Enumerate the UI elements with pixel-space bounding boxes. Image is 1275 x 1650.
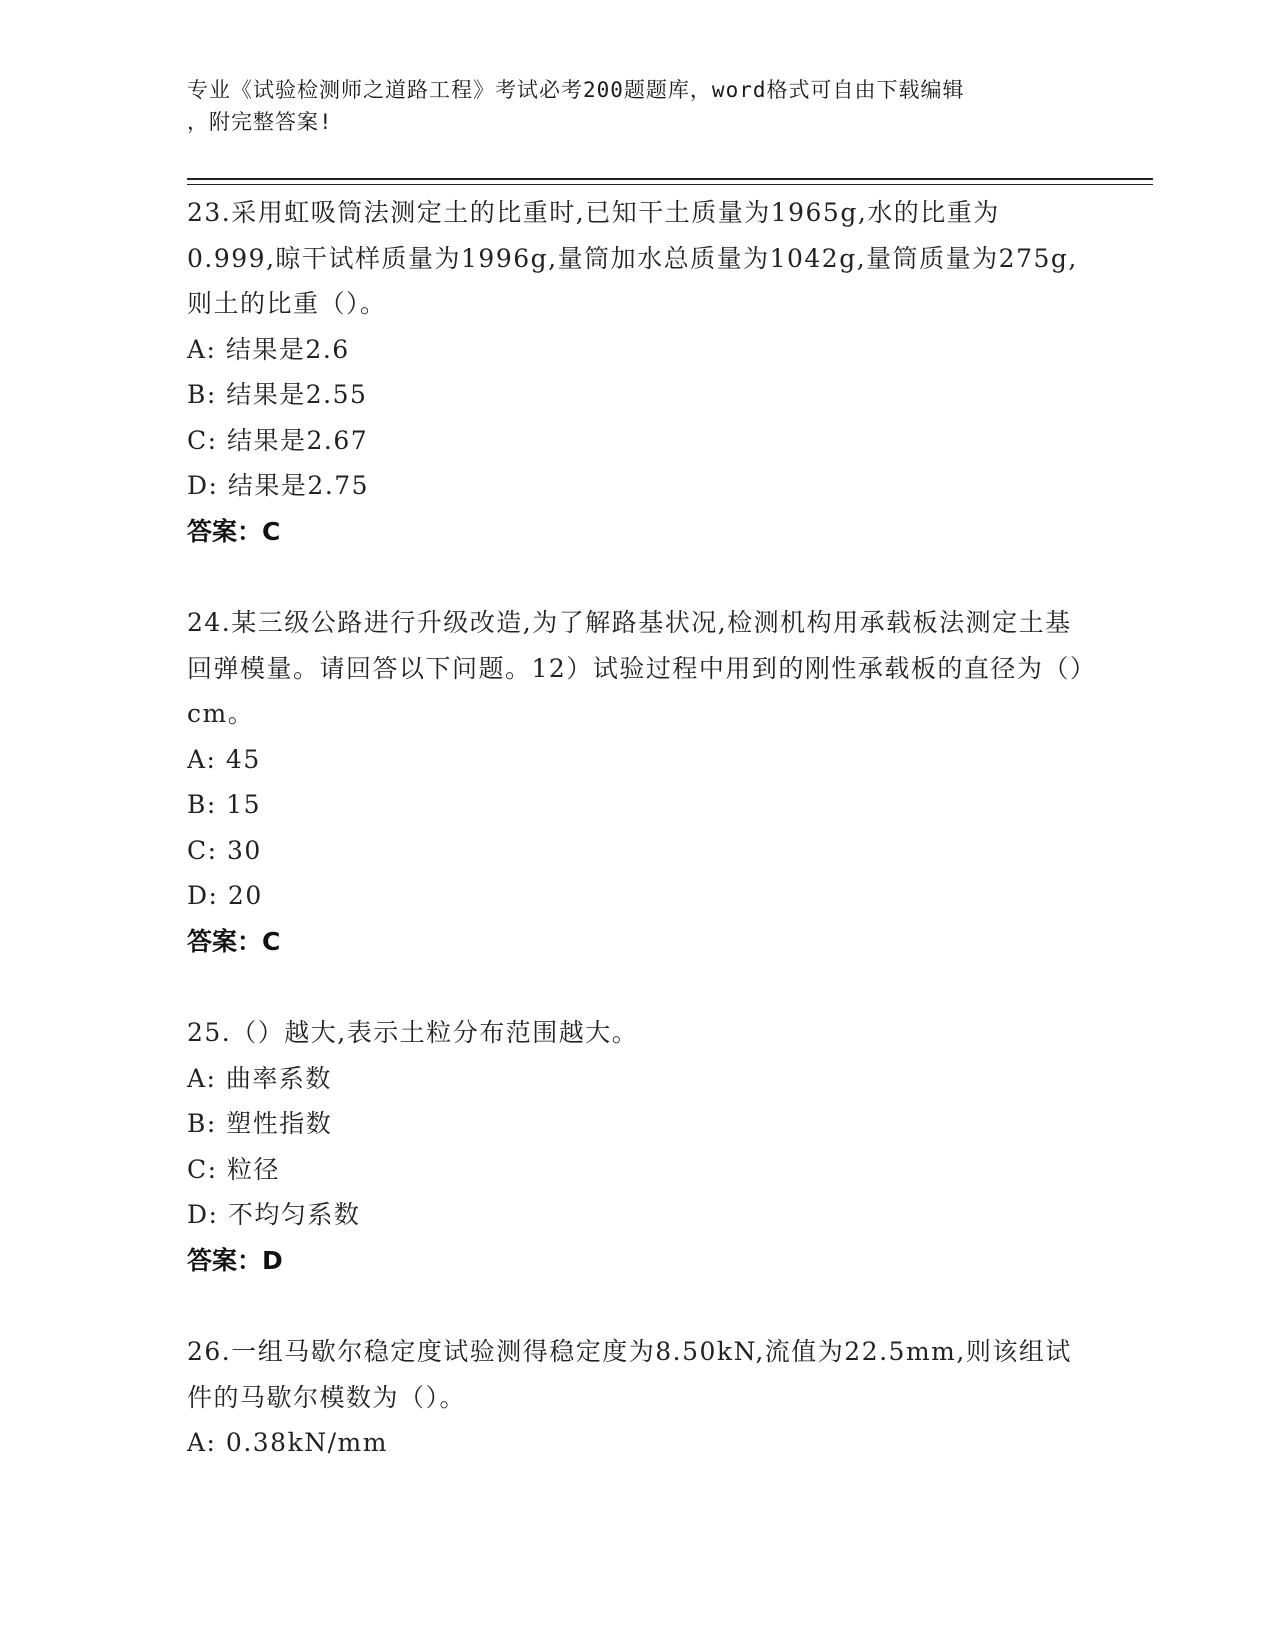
option-b: B: 15	[187, 790, 262, 819]
question-26	[187, 1329, 1087, 1466]
option-a: A: 45	[187, 744, 261, 774]
header-divider-thick	[187, 178, 1153, 180]
document-header	[187, 74, 1067, 138]
question-list	[187, 190, 1087, 1512]
question-stem: 24.某三级公路进行升级改造,为了解路基状况,检测机构用承载板法测定土基回弹模量。请回答以下问题。12）试验过程中用到的刚性承载板的直径为（）cm。	[187, 608, 1084, 728]
option-b: B: 塑性指数	[187, 1109, 333, 1138]
option-c: C: 30	[187, 835, 262, 865]
option-c: C: 粒径	[187, 1154, 280, 1184]
question-stem: 26.一组马歇尔稳定度试验测得稳定度为8.50kN,流值为22.5mm,则该组试件的马歇尔模数为（）。	[187, 1337, 1072, 1412]
question-23	[187, 190, 1087, 554]
option-b: B: 结果是2.55	[187, 380, 368, 409]
option-a: A: 结果是2.6	[187, 334, 350, 364]
option-d: D: 结果是2.75	[187, 471, 370, 500]
option-d: D: 不均匀系数	[187, 1200, 361, 1229]
header-line-1: 专业《试验检测师之道路工程》考试必考200题题库，word格式可自由下载编辑	[187, 78, 965, 102]
option-a: A: 曲率系数	[187, 1063, 332, 1093]
question-stem: 23.采用虹吸筒法测定土的比重时,已知干土质量为1965g,水的比重为0.999,晾干试样质量为1996g,量筒加水总质量为1042g,量筒质量为275g,则土的比重（）。	[187, 198, 1078, 318]
header-divider-thin	[187, 184, 1153, 185]
option-a: A: 0.38kN/mm	[187, 1428, 388, 1457]
answer: 答案：C	[187, 516, 281, 546]
question-24	[187, 600, 1087, 964]
answer: 答案：C	[187, 926, 281, 956]
answer: 答案：D	[187, 1245, 283, 1275]
question-25	[187, 1010, 1087, 1283]
header-line-2: ，附完整答案!	[187, 110, 333, 134]
option-d: D: 20	[187, 881, 263, 910]
option-c: C: 结果是2.67	[187, 425, 369, 455]
question-stem: 25.（）越大,表示土粒分布范围越大。	[187, 1018, 639, 1047]
